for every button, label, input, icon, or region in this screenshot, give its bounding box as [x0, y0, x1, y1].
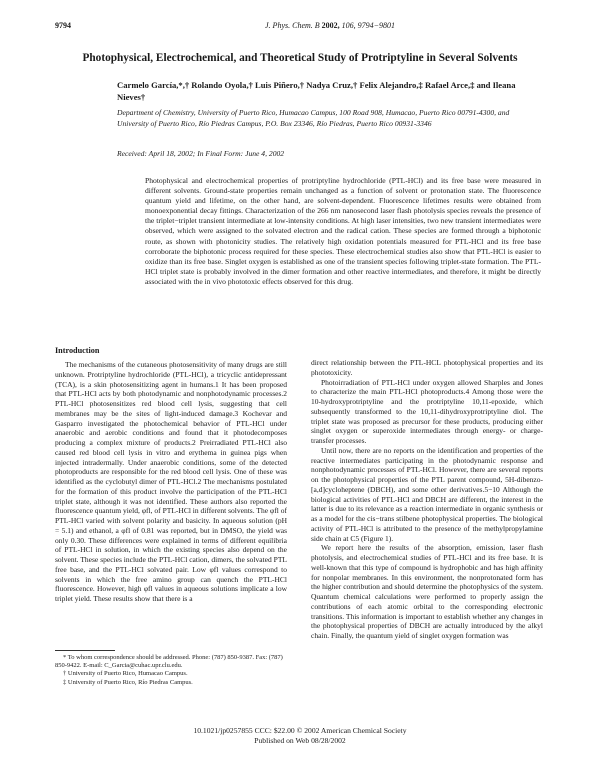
doi-footer: [0, 726, 600, 745]
body-paragraph: Photoirradiation of PTL-HCl under oxygen allowed Sharples and Jones to characterize the main PTL-HCl photoproducts.4 Among those were the 10-hydroxyprotriptyline and the protriptyline 10,11-epoxide, which subsequently transformed to the 10,11-dihydroxyprotriptyline diol. The triplet state was proposed as precursor for these products, producing either singlet oxygen or superoxide intermediates through energy- or charge-transfer processes.: [311, 377, 543, 445]
running-header: [55, 21, 553, 33]
journal-year: 2002,: [321, 21, 340, 30]
published-line: Published on Web 08/28/2002: [254, 735, 346, 745]
left-column: [55, 360, 287, 604]
journal-reference: [265, 21, 395, 30]
introduction-heading: Introduction: [55, 346, 100, 355]
footnote-rio-piedras: ‡ University of Puerto Rico, Río Piedras Campus.: [63, 678, 193, 686]
footnotes: [55, 654, 287, 687]
author-list: Carmelo García,*,† Rolando Oyola,† Luis Piñero,† Nadya Cruz,† Felix Alejandro,‡ Rafael Arce,‡ and Ileana Nieves†: [117, 80, 516, 102]
page-number: 9794: [55, 21, 71, 30]
affiliations: Department of Chemistry, University of Puerto Rico, Humacao Campus, 100 Road 908, Humacao, Puerto Rico 00791-4300, and University of Puerto Rico, Río Piedras Campus, P.O. Box 23346, Río Piedras, Puerto Rico 00931-3346: [117, 108, 510, 128]
footnote-humacao: † University of Puerto Rico, Humacao Campus.: [63, 670, 188, 678]
doi-line: 10.1021/jp0257855 CCC: $22.00 © 2002 American Chemical Society: [193, 726, 407, 735]
body-paragraph: We report here the results of the absorption, emission, laser flash photolysis, and electrochemical studies of PTL-HCl and its free base. It is well-known that this type of compound is hydrophobic and has high affinity for nonpolar membranes. In this environment, the nonprotonated form has the higher contribution and should determine the photophysics of the system. Quantum chemical calculations were performed to properly assign the contributions of each atomic orbital to the corresponding electronic transitions. This information is important to establish whether any changes in the photophysical properties of DBCH are actually introduced by the alkyl chain. Finally, the quantum yield of singlet oxygen formation was: [311, 543, 543, 640]
article-title: Photophysical, Electrochemical, and Theoretical Study of Protriptyline in Several Solvents: [82, 52, 518, 64]
body-paragraph: Until now, there are no reports on the identification and properties of the reactive intermediates participating in the photodynamic response and nonphotodynamic processes of PTL-HCl. However, there are several reports on the photophysical properties of the PTL parent compound, 5H-dibenzo-[a,d]cycloheptene (DBCH), and some other derivatives.5−10 Although the biological activities of PTL-HCl and DBCH are different, the interest in the latter is due to its relevance as a reaction intermediate in organic synthesis or as a model for the cis−trans stilbene photophysical properties. The biological activity of PTL-HCl is attributed to the presence of the methylpropylamine side chain at C5 (Figure 1).: [311, 445, 543, 543]
body-paragraph: The mechanisms of the cutaneous photosensitivity of many drugs are still unknown. Protriptyline hydrochloride (PTL-HCl), a tricyclic antidepressant (TCA), is a skin photosensitizing agent in humans.1 It has been proposed that PTL-HCl acts by both photodynamic and nonphotodynamic processes.2 PTL-HCl photosensitizes red blood cell lysis, suggesting that cell membranes may be the sites of light-induced damage.3 Kochevar and Gasparro investigated the photochemical behavior of PTL-HCl under anaerobic and aerobic conditions and found that it photodecomposes producing a complex mixture of products.2 Preirradiated PTL-HCl also caused red blood cell lysis in vitro and erythema in guinea pigs when injected intradermally. Under anaerobic conditions, some of the detected photoproducts are responsible for the red blood cell lysis. One of these was identified as the cyclobutyl dimer of PTL-HCl.2 The mechanisms postulated for the formation of this product involve the participation of the PTL-HCl triplet state, although it was not identified. These authors also reported the fluorescence quantum yield, φfl, of PTL-HCl in different solvents. The φfl of PTL-HCl varied with solvent polarity and basicity. In aqueous solution (pH = 5.1) and ethanol, a φfl of 0.81 was reported, but in DMSO, the yield was only 0.30. These differences were explained in terms of different equilibria of PTL-HCl in solution, in which the existing species also depend on the solvent. These species include the PTL-HCl cation, dimers, the solvated PTL free base, and the PTL-HCl solvated pair. Low φfl values correspond to solvents in which the free amino group can quench the PTL-HCl fluorescence. However, high φfl values in aqueous solutions implicate a low triplet yield. These results show that there is a: [55, 360, 287, 603]
abstract: Photophysical and electrochemical properties of protriptyline hydrochloride (PTL-HCl) and its free base were measured in different solvents. Ground-state properties remain unchanged as a function of solvent or protonation state. The fluorescence quantum yield and lifetime, on the other hand, are solvent-dependent. Fluorescence lifetimes results were obtained from monoexponential decay fittings. Characterization of the 266 nm nanosecond laser flash photolysis species reveals the presence of the triplet−triplet transient intermediate at low-intensity conditions. At high laser intensities, two new transient intermediates were observed, which were assigned to the solvated electron and the radical cation. These species are formed through a biphotonic route, as shown with photonicity studies. The relatively high oxidation potentials measured for PTL-HCl and its free base corroborate the biphotonic process required for these species. These electrochemical studies also show that PTL-HCl is easier to oxidize than its free base. Singlet oxygen is established as one of the transient species following triplet-state formation. The PTL-HCl triplet state is probably involved in the dimer formation and other reactive intermediates, and therefore, it might be directly associated with the in vivo phototoxic effects observed for this drug.: [145, 176, 541, 286]
received-dates: Received: April 18, 2002; In Final Form: June 4, 2002: [117, 149, 285, 158]
footnote-rule: [55, 650, 115, 651]
right-column: [311, 358, 543, 641]
journal-name: J. Phys. Chem. B: [265, 21, 320, 30]
body-paragraph: direct relationship between the PTL-HCL photophysical properties and its phototoxicity.: [311, 358, 543, 377]
volume-pages: 106, 9794−9801: [341, 21, 396, 30]
footnote-correspondence: * To whom correspondence should be addressed. Phone: (787) 850-9387. Fax: (787) 850-9422. E-mail: C_Garcia@cuhac.upr.clu.edu.: [55, 654, 283, 670]
